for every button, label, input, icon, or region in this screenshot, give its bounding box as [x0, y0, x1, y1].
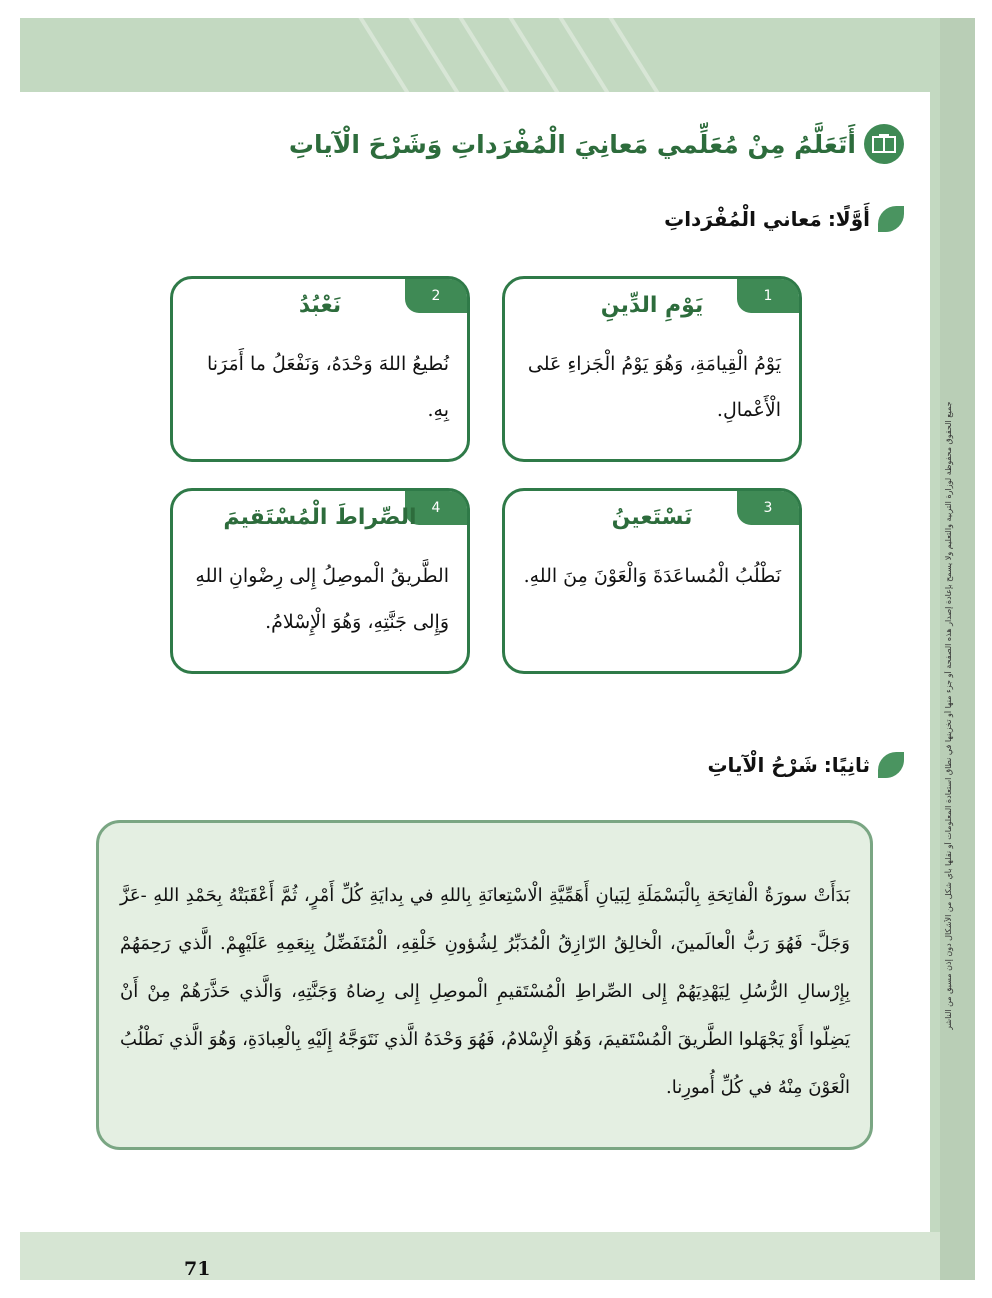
page-number: 71	[184, 1258, 211, 1280]
leaf-icon	[878, 752, 904, 778]
card-number: 2	[405, 279, 467, 313]
copyright-side-note: جميع الحقوق محفوظة لوزارة التربية والتعليم ولا يسمح بإعادة إصدار هذه الصفحة أو جزء منها أو تخزينها في نطاق استعادة المعلومات أو نقلها بأي شكل من الأشكال دون إذن مسبق من الناشر	[944, 401, 953, 1030]
card-definition: نُطيعُ اللهَ وَحْدَهُ، وَنَفْعَلُ ما أَمَرَنا بِهِ.	[206, 353, 449, 421]
card-definition: نَطْلُبُ الْمُساعَدَةَ وَالْعَوْنَ مِنَ اللهِ.	[523, 565, 781, 587]
explanation-paragraph: بَدَأَتْ سورَةُ الْفاتِحَةِ بِالْبَسْمَلَةِ لِبَيانِ أَهَمِّيَّةِ الْاسْتِعانَةِ بِاللهِ في بِدايَةِ كُلِّ أَمْرٍ، ثُمَّ أَعْقَبَتْهُ بِحَمْدِ اللهِ -عَزَّ وَجَلَّ- فَهُوَ رَبُّ الْعالَمينَ، الْخالِقُ الرّازِقُ الْمُدَبِّرُ لِشُؤونِ خَلْقِهِ، الْمُتَفَضِّلُ بِنِعَمِهِ عَلَيْهِمْ. الَّذي رَحِمَهُمْ بِإِرْسالِ الرُّسُلِ لِيَهْدِيَهُمْ إِلى الصِّراطِ الْمُسْتَقيمِ الْموصِلِ إِلى رِضاهُ وَجَنَّتِهِ، وَالَّذي حَذَّرَهُمْ مِنْ أَنْ يَضِلّوا أَوْ يَجْهَلوا الطَّريقَ الْمُسْتَقيمَ، وَهُوَ الْإِسْلامُ، فَهُوَ وَحْدَهُ الَّذي نَتَوَجَّهُ إِلَيْهِ بِالْعِبادَةِ، وَهُوَ الَّذي نَطْلُبُ الْعَوْنَ مِنْهُ في كُلِّ أُمورِنا.	[120, 885, 850, 1098]
section-one-title: مَعاني الْمُفْرَداتِ	[664, 207, 822, 231]
vocab-card-3	[502, 488, 802, 674]
vocab-card-4	[170, 488, 470, 674]
section-two-label: ثانِيًا:	[823, 753, 870, 777]
card-term: نَسْتَعينُ	[611, 505, 693, 530]
card-number: 3	[737, 491, 799, 525]
vocab-card-1	[502, 276, 802, 462]
section-one-label: أَوَّلًا:	[827, 207, 870, 231]
card-term: يَوْمِ الدِّينِ	[600, 293, 704, 318]
card-number: 4	[405, 491, 467, 525]
leaf-icon	[878, 206, 904, 232]
card-definition: الطَّريقُ الْموصِلُ إِلى رِضْوانِ اللهِ وَإِلى جَنَّتِهِ، وَهُوَ الْإِسْلامُ.	[195, 565, 449, 633]
vocab-card-2	[170, 276, 470, 462]
card-number: 1	[737, 279, 799, 313]
card-term: نَعْبُدُ	[298, 293, 342, 318]
section-one-heading	[664, 206, 904, 232]
card-definition: يَوْمُ الْقِيامَةِ، وَهُوَ يَوْمُ الْجَزاءِ عَلى الْأَعْمالِ.	[527, 353, 781, 421]
book-icon	[864, 124, 904, 164]
lesson-heading-title: أَتَعَلَّمُ مِنْ مُعَلِّمي مَعانِيَ الْمُفْرَداتِ وَشَرْحَ الْآياتِ	[288, 129, 856, 159]
section-two-title: شَرْحُ الْآياتِ	[707, 753, 818, 777]
footer-band	[20, 1232, 940, 1280]
card-term: الصِّراطَ الْمُسْتَقيمَ	[223, 505, 417, 530]
section-two-heading	[707, 752, 904, 778]
lesson-heading	[289, 124, 904, 164]
